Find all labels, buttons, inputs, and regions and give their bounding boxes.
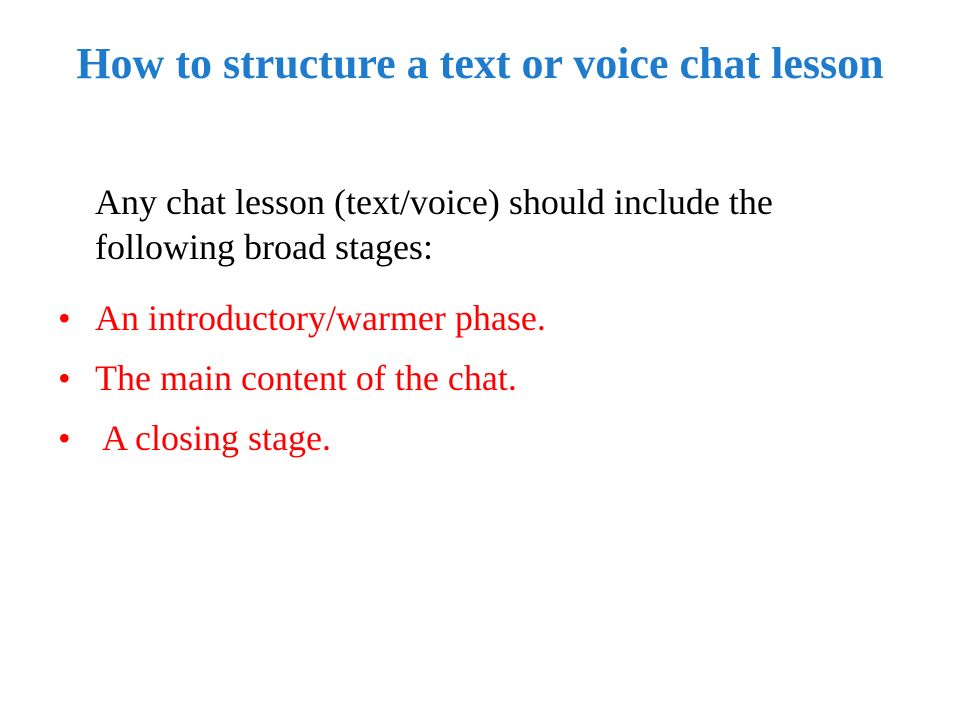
bullet-item-1 xyxy=(0,292,960,352)
intro-text: Any chat lesson (text/voice) should include the following broad stages: xyxy=(95,182,773,267)
bullet-dot-icon: • xyxy=(58,298,71,338)
bullet-dot-icon: • xyxy=(58,358,71,398)
bullet-item-2 xyxy=(0,352,960,412)
bullet-dot-icon: • xyxy=(58,418,71,458)
slide-title: How to structure a text or voice chat lesson xyxy=(76,39,884,88)
bullet-text: A closing stage. xyxy=(95,418,331,458)
bullet-item-3 xyxy=(0,412,960,472)
bullet-list xyxy=(0,292,960,472)
bullet-text: An introductory/warmer phase. xyxy=(95,298,546,338)
bullet-text: The main content of the chat. xyxy=(95,358,517,398)
